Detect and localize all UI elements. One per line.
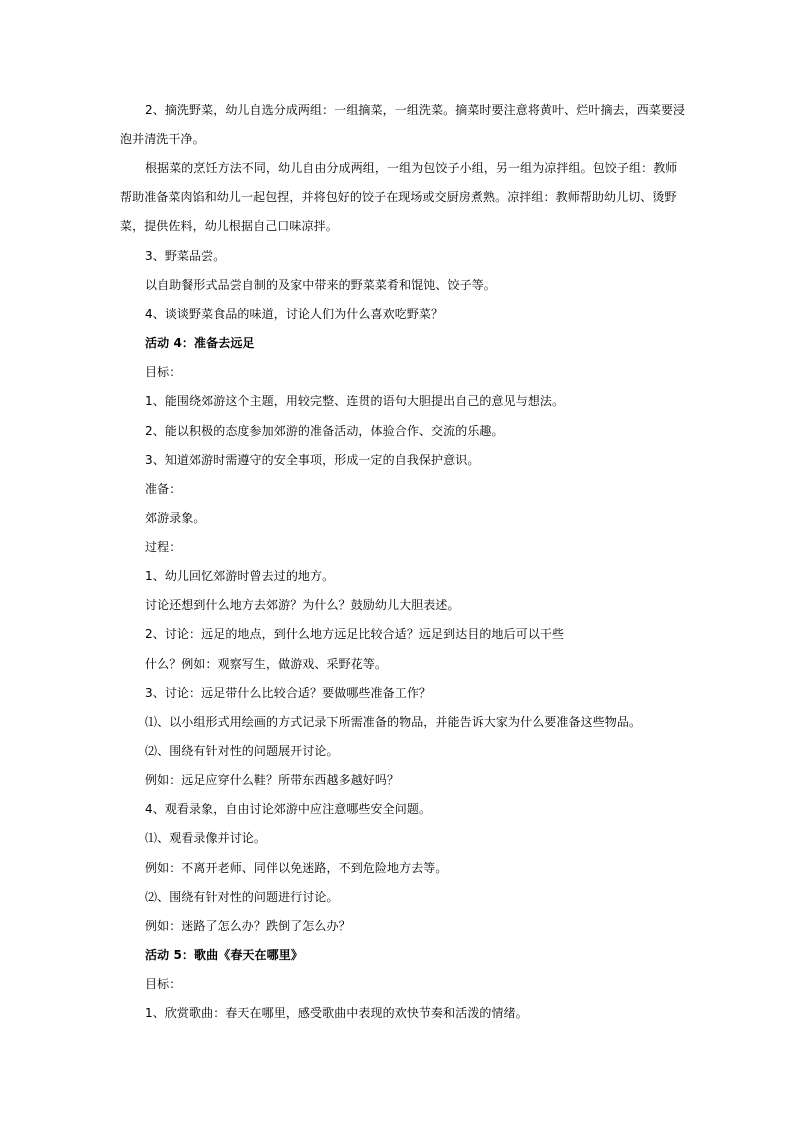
paragraph-line: 例如：不离开老师、同伴以免迷路，不到危险地方去等。 [145,861,448,875]
paragraph-line: 4、谈谈野菜食品的味道，讨论人们为什么喜欢吃野菜？ [145,307,444,321]
section-heading: 活动 4：准备去远足 [145,336,255,350]
paragraph-line: 2、摘洗野菜，幼儿自选分成两组：一组摘菜，一组洗菜。摘菜时要注意将黄叶、烂叶摘去，西菜要浸 [145,103,686,117]
section-heading: 活动 5：歌曲《春天在哪里》 [145,948,303,962]
paragraph-line: 什么？例如：观察写生，做游戏、采野花等。 [145,657,388,671]
paragraph-line: 3、野菜品尝。 [145,249,226,263]
paragraph-line: 2、讨论：远足的地点，到什么地方远足比较合适？远足到达目的地后可以干些 [145,627,565,641]
paragraph-line: 过程： [145,540,182,554]
paragraph-line: 根据菜的烹饪方法不同，幼儿自由分成两组，一组为包饺子小组，另一组为凉拌组。包饺子组：教师 [145,161,678,175]
paragraph-line: 2、能以积极的态度参加郊游的准备活动，体验合作、交流的乐趣。 [145,424,504,438]
paragraph-line: 3、知道郊游时需遵守的安全事项，形成一定的自我保护意识。 [145,453,480,467]
paragraph-line: ⑴、观看录像并讨论。 [145,831,267,845]
paragraph-line: 目标： [145,977,182,991]
paragraph-line: 3、讨论：远足带什么比较合适？要做哪些准备工作？ [145,686,432,700]
paragraph-line: 目标： [145,365,182,379]
paragraph-line: 1、能围绕郊游这个主题，用较完整、连贯的语句大胆提出自己的意见与想法。 [145,394,565,408]
paragraph-line: 菜，提供佐料，幼儿根据自己口味凉拌。 [120,219,338,233]
paragraph-line: 例如：迷路了怎么办？跌倒了怎么办？ [145,919,351,933]
paragraph-line: 郊游录象。 [145,511,206,525]
paragraph-line: 例如：远足应穿什么鞋？所带东西越多越好吗？ [145,773,400,787]
paragraph-line: 以自助餐形式品尝自制的及家中带来的野菜菜肴和馄饨、饺子等。 [145,278,496,292]
paragraph-line: 帮助准备菜肉馅和幼儿一起包捏，并将包好的饺子在现场或交厨房煮熟。凉拌组：教师帮助幼儿切、烫野 [120,190,677,204]
paragraph-line: 1、欣赏歌曲：春天在哪里，感受歌曲中表现的欢快节奏和活泼的情绪。 [145,1006,528,1020]
paragraph-line: ⑵、围绕有针对性的问题进行讨论。 [145,890,339,904]
paragraph-line: 1、幼儿回忆郊游时曾去过的地方。 [145,569,335,583]
paragraph-line: 泡并清洗干净。 [120,132,205,146]
paragraph-line: ⑵、围绕有针对性的问题展开讨论。 [145,744,339,758]
paragraph-line: 4、观看录象，自由讨论郊游中应注意哪些安全问题。 [145,802,432,816]
paragraph-line: 讨论还想到什么地方去郊游？为什么？鼓励幼儿大胆表述。 [145,598,460,612]
paragraph-line: 准备： [145,482,182,496]
paragraph-line: ⑴、以小组形式用绘画的方式记录下所需准备的物品，并能告诉大家为什么要准备这些物品。 [145,715,642,729]
